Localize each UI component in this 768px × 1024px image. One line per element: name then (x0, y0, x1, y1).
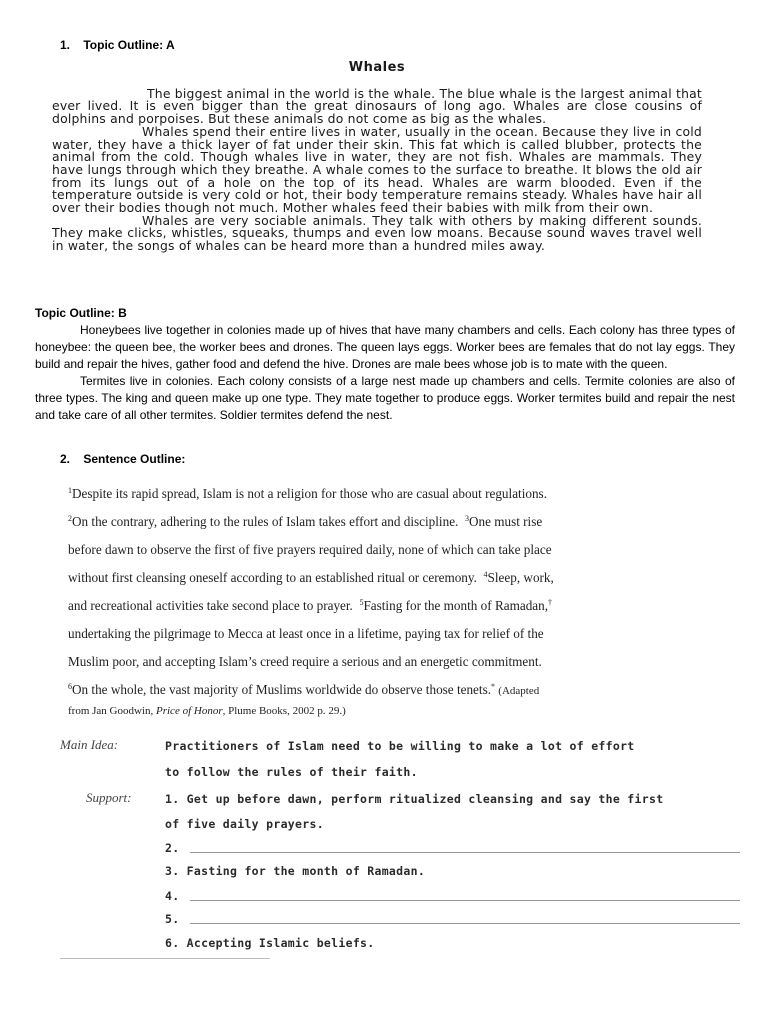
support-item-2: 2. (165, 841, 180, 855)
sentence-4-end: and recreational activities take second place to prayer. (68, 598, 353, 613)
termites-paragraph: Termites live in colonies. Each colony consists of a large nest made up chambers and cells. Termite colonies are also of three types. The king and queen make up one type. They mate together to produce eggs. Worker termites build and repair the nest and take care of all other termites. Soldier termites defend the nest. (35, 374, 735, 422)
main-idea-line-1: Practitioners of Islam need to be willing to make a lot of effort (165, 739, 635, 753)
sentence-number: 2 (68, 514, 72, 523)
passage-line (68, 592, 732, 620)
sentence-4-start: Sleep, work, (487, 570, 554, 585)
sentence-5-start: Fasting for the month of Ramadan, (363, 598, 549, 613)
adapted-note: (Adapted (498, 685, 540, 697)
support-item-6: 6. Accepting Islamic beliefs. (165, 936, 375, 950)
passage-line: Muslim poor, and accepting Islam’s creed require a serious and an energetic commitment. (68, 654, 542, 669)
citation-rest: , Plume Books, 2002 p. 29.) (222, 705, 346, 717)
answer-blank-line (190, 923, 740, 924)
whales-paragraph-3: Whales are very sociable animals. They talk with others by making different sounds. They make clicks, whistles, squeaks, thumps and even low moans. Because sound waves travel well in water, the songs of whales can be heard more than a hundred miles away. (52, 212, 702, 254)
support-item-1-line-2: of five daily prayers. (165, 817, 324, 831)
answer-blank-line (190, 900, 740, 901)
whales-title: Whales (348, 60, 406, 75)
whales-paragraph-2: Whales spend their entire lives in water, usually in the ocean. Because they live in cold water, they have a thick layer of fat under their skin. This fat which is called blubber, protects the animal from the cold. Though whales live in water, they are not fish. Whales are mammals. They have lungs through which they breathe. A whale comes to the surface to breathe. It blows the old air from its lungs out of a hole on the top of its head. Whales are warm blooded. Even if the temperature outside is very cold or hot, their body temperature remains steady. Whales have hair all over their bodies though not much. Mother whales feed their babies with milk from their own. (52, 123, 702, 216)
section-heading-sentence-outline: 2. Sentence Outline: (60, 452, 186, 466)
support-item-4: 4. (165, 889, 180, 903)
sentence-3-end: without first cleansing oneself according to an established ritual or ceremony. (68, 570, 477, 585)
honeybees-paragraph: Honeybees live together in colonies made up of hives that have many chambers and cells. Each colony has three types of honeybee: the queen bee, the worker bees and drones. The queen lays eggs. Worker bees are females that do not lay eggs. They build and repair the hives, gather food and defend the hive. Drones are male bees whose job is to mate with the queen. (35, 323, 735, 371)
whales-passage (52, 62, 702, 253)
sentence-1: Despite its rapid spread, Islam is not a religion for those who are casual about regulations. (72, 486, 547, 501)
topic-outline-b-label: Topic Outline: B (35, 306, 127, 320)
support-item-5: 5. (165, 912, 180, 926)
passage-line (68, 480, 732, 508)
sentence-number: 4 (483, 570, 488, 579)
footnote-separator (60, 958, 270, 959)
answer-blank-line (190, 852, 740, 853)
support-label: Support: (86, 790, 132, 805)
passage-line (68, 564, 732, 592)
passage-line: undertaking the pilgrimage to Mecca at least once in a lifetime, paying tax for relief of the (68, 626, 544, 641)
sentence-number: 6 (68, 682, 72, 691)
sentence-number: 1 (68, 486, 72, 495)
dagger-mark: † (548, 598, 553, 607)
main-idea-line-2: to follow the rules of their faith. (165, 765, 418, 779)
sentence-number: 3 (464, 514, 469, 523)
whales-paragraph-1: The biggest animal in the world is the whale. The blue whale is the largest animal that ever lived. It is even bigger than the great dinosaurs of long ago. Whales are close cousins of dolphins and porpoises. But these animals do not come as big as the whales. (52, 85, 702, 127)
main-idea-label: Main Idea: (60, 737, 119, 752)
section-heading-topic-outline-a: 1. Topic Outline: A (60, 38, 175, 52)
support-item-3: 3. Fasting for the month of Ramadan. (165, 864, 426, 878)
topic-outline-b (35, 305, 735, 424)
citation-prefix: from Jan Goodwin, (68, 705, 156, 717)
passage-line: before dawn to observe the first of five prayers required daily, none of which can take place (68, 542, 552, 557)
asterisk-mark: * (491, 682, 495, 691)
sentence-number: 5 (359, 598, 364, 607)
passage-line (68, 508, 732, 536)
sentence-6: On the whole, the vast majority of Muslims worldwide do observe those tenets. (72, 682, 491, 697)
support-item-1-line-1: 1. Get up before dawn, perform ritualized cleansing and say the first (165, 792, 664, 806)
sentence-3-start: One must rise (468, 514, 543, 529)
islam-passage (68, 480, 732, 721)
book-title: Price of Honor (156, 705, 223, 717)
sentence-2: On the contrary, adhering to the rules of Islam takes effort and discipline. (72, 514, 459, 529)
